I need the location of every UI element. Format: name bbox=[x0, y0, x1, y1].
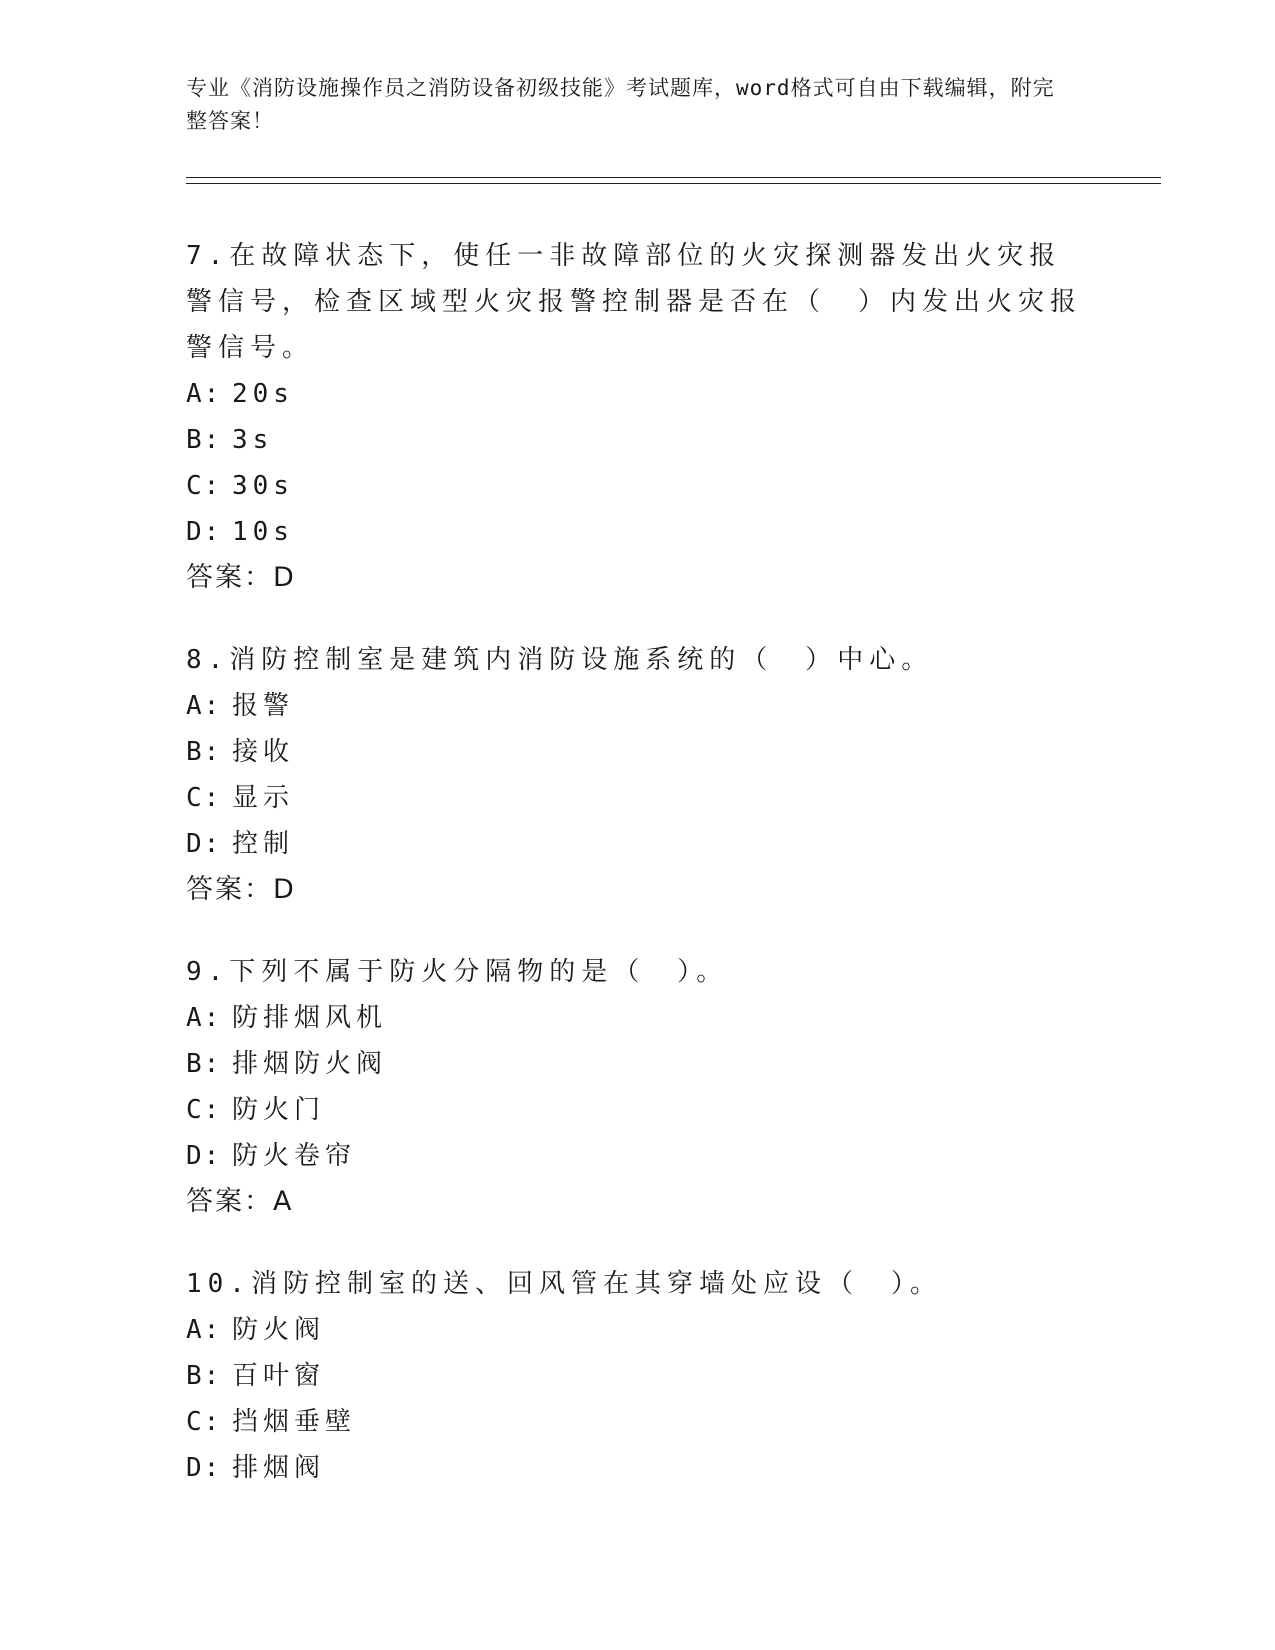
question-9 bbox=[186, 949, 1086, 1225]
option-value: 显示 bbox=[232, 783, 295, 813]
option-key: C: bbox=[186, 471, 222, 501]
option-value: 接收 bbox=[232, 737, 295, 767]
option-value: 10s bbox=[232, 517, 294, 547]
question-text: 8.消防控制室是建筑内消防设施系统的（ ）中心。 bbox=[186, 645, 934, 675]
question-list bbox=[186, 233, 1086, 1527]
header-divider-top bbox=[186, 177, 1161, 178]
option-value: 控制 bbox=[232, 829, 295, 859]
option-key: A: bbox=[186, 1003, 222, 1033]
option-c bbox=[186, 1399, 1086, 1445]
option-value: 防火卷帘 bbox=[232, 1141, 357, 1171]
answer-line: 答案：A bbox=[186, 1186, 294, 1217]
question-text: 10.消防控制室的送、回风管在其穿墙处应设（ ）。 bbox=[186, 1269, 942, 1299]
option-c bbox=[186, 463, 1086, 509]
option-key: B: bbox=[186, 425, 222, 455]
question-8 bbox=[186, 637, 1086, 913]
option-key: C: bbox=[186, 1407, 222, 1437]
option-key: B: bbox=[186, 1049, 222, 1079]
question-10 bbox=[186, 1261, 1086, 1491]
question-text: 7.在故障状态下，使任一非故障部位的火灾探测器发出火灾报警信号，检查区域型火灾报警控制器是否在（ ）内发出火灾报警信号。 bbox=[186, 241, 1083, 363]
option-key: A: bbox=[186, 379, 222, 409]
option-value: 3s bbox=[232, 425, 274, 455]
option-key: D: bbox=[186, 829, 222, 859]
option-value: 报警 bbox=[232, 691, 295, 721]
option-b bbox=[186, 417, 1086, 463]
option-a bbox=[186, 1307, 1086, 1353]
option-b bbox=[186, 1041, 1086, 1087]
question-text: 9.下列不属于防火分隔物的是（ ）。 bbox=[186, 957, 729, 987]
option-key: D: bbox=[186, 517, 222, 547]
option-key: D: bbox=[186, 1453, 222, 1483]
option-d bbox=[186, 821, 1086, 867]
option-value: 防排烟风机 bbox=[232, 1003, 388, 1033]
option-c bbox=[186, 1087, 1086, 1133]
option-a bbox=[186, 371, 1086, 417]
option-value: 30s bbox=[232, 471, 294, 501]
option-c bbox=[186, 775, 1086, 821]
option-key: A: bbox=[186, 1315, 222, 1345]
answer-line: 答案：D bbox=[186, 874, 296, 905]
option-key: D: bbox=[186, 1141, 222, 1171]
option-a bbox=[186, 995, 1086, 1041]
option-key: B: bbox=[186, 737, 222, 767]
option-d bbox=[186, 1133, 1086, 1179]
option-key: B: bbox=[186, 1361, 222, 1391]
option-key: A: bbox=[186, 691, 222, 721]
question-7 bbox=[186, 233, 1086, 601]
option-b bbox=[186, 729, 1086, 775]
option-value: 20s bbox=[232, 379, 294, 409]
option-b bbox=[186, 1353, 1086, 1399]
option-value: 排烟阀 bbox=[232, 1453, 326, 1483]
option-value: 排烟防火阀 bbox=[232, 1049, 388, 1079]
header-divider-bottom bbox=[186, 183, 1161, 184]
option-key: C: bbox=[186, 783, 222, 813]
option-value: 防火门 bbox=[232, 1095, 326, 1125]
option-value: 挡烟垂壁 bbox=[232, 1407, 357, 1437]
option-value: 百叶窗 bbox=[232, 1361, 326, 1391]
option-d bbox=[186, 509, 1086, 555]
option-d bbox=[186, 1445, 1086, 1491]
document-header: 专业《消防设施操作员之消防设备初级技能》考试题库，word格式可自由下载编辑，附完整答案！ bbox=[186, 76, 1055, 133]
option-value: 防火阀 bbox=[232, 1315, 326, 1345]
answer-line: 答案：D bbox=[186, 562, 296, 593]
option-a bbox=[186, 683, 1086, 729]
option-key: C: bbox=[186, 1095, 222, 1125]
